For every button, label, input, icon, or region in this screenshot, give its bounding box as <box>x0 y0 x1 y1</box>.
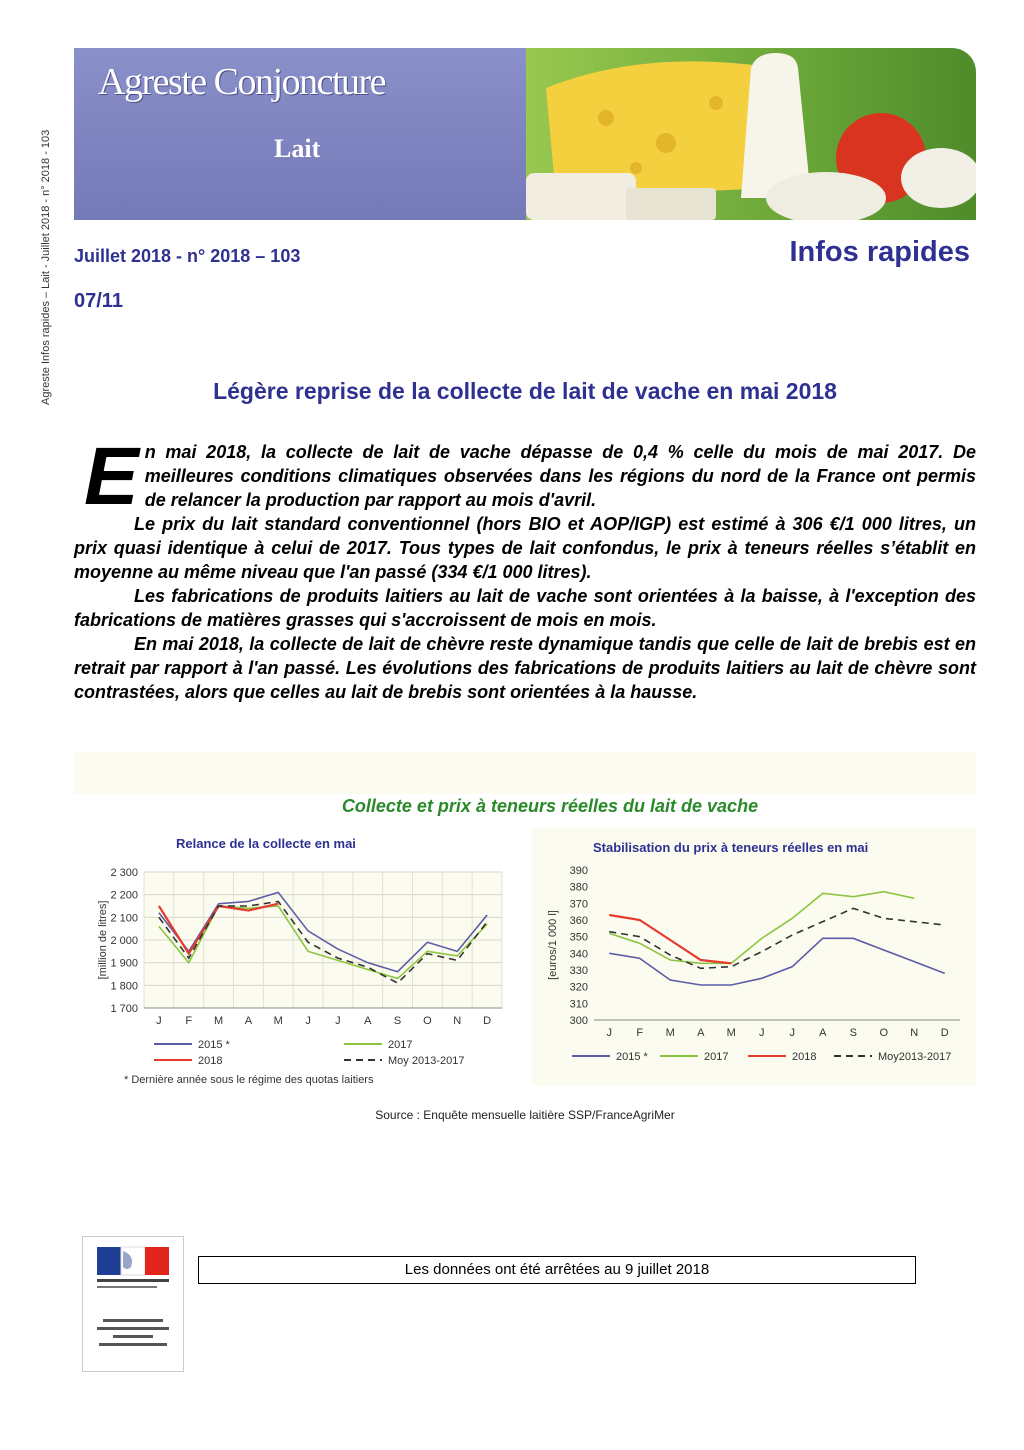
x-tick-label: J <box>156 1015 162 1027</box>
x-tick-label: J <box>759 1027 765 1039</box>
y-tick-label: 360 <box>569 915 588 927</box>
paragraph-3: Les fabrications de produits laitiers au lait de vache sont orientées à la baisse, à l'exception des fabrications de matières grasses qui s'accroissent de mois en mois. <box>74 586 976 630</box>
paragraph-2: Le prix du lait standard conventionnel (hors BIO et AOP/IGP) est estimé à 306 €/1 000 litres, un prix quasi identique à celui de 2017. Tous types de lait confondus, le prix à teneurs réelles s’établit en moyenne au même niveau que l'an passé (334 €/1 000 litres). <box>74 514 976 582</box>
y-tick-label: 2 100 <box>110 912 138 925</box>
y-tick-label: 350 <box>569 931 588 944</box>
y-tick-label: 1 900 <box>110 957 138 970</box>
banner-title-panel <box>74 48 526 220</box>
dairy-illustration <box>526 48 976 220</box>
ministry-logo <box>82 1236 184 1372</box>
legend-label: 2017 <box>704 1051 729 1063</box>
figure-band <box>74 752 976 794</box>
y-tick-label: 390 <box>569 865 588 877</box>
x-tick-label: O <box>423 1015 432 1027</box>
legend-label: 2015 * <box>198 1039 230 1051</box>
side-note: Agreste Infos rapides – Lait - Juillet 2018 - n° 2018 - 103 <box>40 129 52 405</box>
y-tick-label: 2 000 <box>110 935 138 947</box>
article-body <box>74 431 976 704</box>
y-tick-label: 330 <box>569 965 588 977</box>
x-tick-label: D <box>940 1027 949 1039</box>
y-tick-label: 2 200 <box>110 889 138 902</box>
x-tick-label: O <box>879 1027 889 1039</box>
x-tick-label: N <box>453 1015 462 1027</box>
chart-1-title: Relance de la collecte en mai <box>176 836 356 851</box>
legend-label: Moy 2013-2017 <box>388 1055 465 1067</box>
x-tick-label: A <box>819 1027 827 1039</box>
x-tick-label: J <box>606 1027 612 1039</box>
x-tick-label: A <box>244 1015 253 1027</box>
brand-title: Agreste Conjoncture <box>98 61 386 103</box>
page-number: 07/11 <box>74 290 123 312</box>
x-tick-label: M <box>273 1015 283 1027</box>
x-tick-label: D <box>483 1015 492 1027</box>
chart-2-prix <box>538 862 972 1072</box>
x-tick-label: J <box>305 1015 311 1027</box>
chart-2-title: Stabilisation du prix à teneurs réelles en mai <box>593 840 869 855</box>
y-tick-label: 1 700 <box>110 1003 138 1015</box>
y-tick-label: 320 <box>569 981 588 994</box>
legend-label: 2018 <box>198 1055 223 1067</box>
marianne-logo-icon <box>83 1237 183 1371</box>
x-tick-label: S <box>849 1027 857 1039</box>
legend-label: 2017 <box>388 1039 413 1051</box>
paragraph-1: n mai 2018, la collecte de lait de vache dépasse de 0,4 % celle du mois de mai 2017. De meilleures conditions climatiques observées dans les régions du nord de la France ont permis de relancer la production par rapport au mois d'avril. <box>144 442 976 510</box>
dairy-products-photo <box>526 48 976 220</box>
x-tick-label: J <box>335 1015 341 1027</box>
data-cutoff-note: Les données ont été arrêtées au 9 juillet 2018 <box>198 1256 916 1284</box>
chart-1-collecte <box>82 860 522 1074</box>
publication-type: Infos rapides <box>789 236 970 268</box>
section-title: Lait <box>274 134 321 163</box>
legend-label: 2018 <box>792 1051 817 1063</box>
legend-label: Moy2013-2017 <box>878 1051 952 1063</box>
x-tick-label: M <box>726 1027 736 1039</box>
y-tick-label: 300 <box>569 1015 588 1027</box>
x-tick-label: N <box>910 1027 919 1039</box>
x-tick-label: A <box>697 1027 705 1039</box>
y-axis-label: [euros/1 000 l] <box>547 910 559 980</box>
chart-footnote: * Dernière année sous le régime des quotas laitiers <box>124 1074 374 1086</box>
y-axis-label: [million de litres] <box>97 900 109 980</box>
banner <box>74 48 976 220</box>
x-tick-label: F <box>636 1027 644 1039</box>
x-tick-label: S <box>393 1015 402 1027</box>
y-tick-label: 340 <box>569 948 588 961</box>
x-tick-label: M <box>213 1015 224 1027</box>
y-tick-label: 2 300 <box>110 867 138 879</box>
legend-label: 2015 * <box>616 1051 648 1063</box>
paragraph-4: En mai 2018, la collecte de lait de chèvre reste dynamique tandis que celle de lait de brebis est en retrait par rapport à l'an passé. Les évolutions des fabrications de produits laitiers au lait de chèvre sont contrastées, alors que celles au lait de brebis sont orientées à la hausse. <box>74 634 976 702</box>
x-tick-label: J <box>789 1027 795 1039</box>
headline: Légère reprise de la collecte de lait de vache en mai 2018 <box>213 378 837 404</box>
x-tick-label: F <box>185 1015 193 1027</box>
source-note: Source : Enquête mensuelle laitière SSP/FranceAgriMer <box>375 1108 675 1122</box>
issue-number: Juillet 2018 - n° 2018 – 103 <box>74 246 301 266</box>
y-tick-label: 310 <box>569 998 588 1011</box>
y-tick-label: 380 <box>569 881 588 894</box>
y-tick-label: 370 <box>569 898 588 911</box>
x-tick-label: M <box>665 1027 675 1039</box>
figure-title: Collecte et prix à teneurs réelles du lait de vache <box>341 796 759 816</box>
drop-cap: E <box>84 431 139 522</box>
plot-area <box>594 870 960 1020</box>
y-tick-label: 1 800 <box>110 980 138 993</box>
x-tick-label: A <box>364 1015 372 1027</box>
